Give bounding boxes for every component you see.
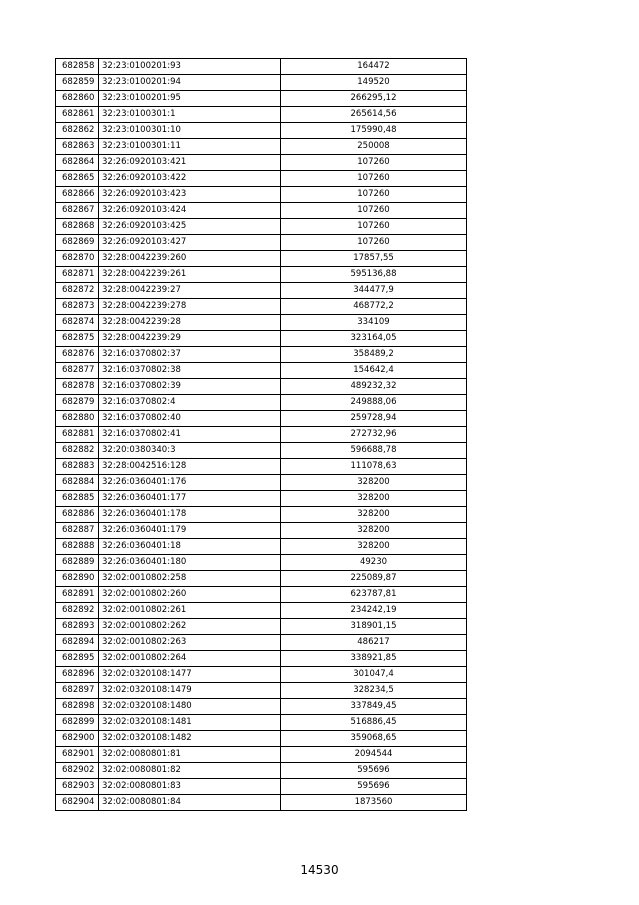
value-cell: 328200 xyxy=(281,491,467,507)
row-number-cell: 682882 xyxy=(56,443,99,459)
cadastral-number-cell: 32:02:0320108:1477 xyxy=(99,667,281,683)
table-row xyxy=(56,635,467,651)
cadastral-number-cell: 32:26:0920103:425 xyxy=(99,219,281,235)
cadastral-number-cell: 32:28:0042239:260 xyxy=(99,251,281,267)
value-cell: 1873560 xyxy=(281,795,467,811)
value-cell: 259728,94 xyxy=(281,411,467,427)
table-row xyxy=(56,555,467,571)
value-cell: 107260 xyxy=(281,187,467,203)
table-row xyxy=(56,283,467,299)
row-number-cell: 682898 xyxy=(56,699,99,715)
table-row xyxy=(56,715,467,731)
value-cell: 486217 xyxy=(281,635,467,651)
cadastral-number-cell: 32:23:0100201:94 xyxy=(99,75,281,91)
table-row xyxy=(56,235,467,251)
row-number-cell: 682871 xyxy=(56,267,99,283)
cadastral-number-cell: 32:02:0320108:1480 xyxy=(99,699,281,715)
row-number-cell: 682879 xyxy=(56,395,99,411)
table-row xyxy=(56,187,467,203)
cadastral-number-cell: 32:16:0370802:4 xyxy=(99,395,281,411)
cadastral-number-cell: 32:02:0010802:262 xyxy=(99,619,281,635)
value-cell: 358489,2 xyxy=(281,347,467,363)
value-cell: 468772,2 xyxy=(281,299,467,315)
row-number-cell: 682892 xyxy=(56,603,99,619)
value-cell: 49230 xyxy=(281,555,467,571)
cadastral-number-cell: 32:02:0010802:258 xyxy=(99,571,281,587)
row-number-cell: 682903 xyxy=(56,779,99,795)
cadastral-number-cell: 32:23:0100301:1 xyxy=(99,107,281,123)
row-number-cell: 682889 xyxy=(56,555,99,571)
cadastral-number-cell: 32:02:0010802:263 xyxy=(99,635,281,651)
value-cell: 164472 xyxy=(281,59,467,75)
cadastral-number-cell: 32:23:0100201:93 xyxy=(99,59,281,75)
table-row xyxy=(56,75,467,91)
table-row xyxy=(56,459,467,475)
row-number-cell: 682859 xyxy=(56,75,99,91)
value-cell: 595136,88 xyxy=(281,267,467,283)
row-number-cell: 682881 xyxy=(56,427,99,443)
table-row xyxy=(56,603,467,619)
table-row xyxy=(56,411,467,427)
table-row xyxy=(56,299,467,315)
table-body xyxy=(56,59,467,811)
table-row xyxy=(56,347,467,363)
value-cell: 328200 xyxy=(281,539,467,555)
table-row xyxy=(56,731,467,747)
cadastral-number-cell: 32:26:0360401:179 xyxy=(99,523,281,539)
row-number-cell: 682890 xyxy=(56,571,99,587)
cadastral-number-cell: 32:02:0080801:82 xyxy=(99,763,281,779)
cadastral-number-cell: 32:28:0042239:27 xyxy=(99,283,281,299)
value-cell: 318901,15 xyxy=(281,619,467,635)
table-row xyxy=(56,331,467,347)
cadastral-number-cell: 32:16:0370802:38 xyxy=(99,363,281,379)
cadastral-number-cell: 32:02:0080801:84 xyxy=(99,795,281,811)
row-number-cell: 682865 xyxy=(56,171,99,187)
cadastral-number-cell: 32:02:0080801:81 xyxy=(99,747,281,763)
value-cell: 272732,96 xyxy=(281,427,467,443)
cadastral-number-cell: 32:26:0360401:177 xyxy=(99,491,281,507)
cadastral-number-cell: 32:23:0100201:95 xyxy=(99,91,281,107)
row-number-cell: 682895 xyxy=(56,651,99,667)
row-number-cell: 682904 xyxy=(56,795,99,811)
value-cell: 250008 xyxy=(281,139,467,155)
value-cell: 344477,9 xyxy=(281,283,467,299)
table-row xyxy=(56,267,467,283)
value-cell: 489232,32 xyxy=(281,379,467,395)
table-row xyxy=(56,363,467,379)
table-row xyxy=(56,491,467,507)
value-cell: 107260 xyxy=(281,219,467,235)
row-number-cell: 682863 xyxy=(56,139,99,155)
value-cell: 359068,65 xyxy=(281,731,467,747)
table-row xyxy=(56,523,467,539)
cadastral-number-cell: 32:26:0920103:423 xyxy=(99,187,281,203)
table-row xyxy=(56,315,467,331)
table-row xyxy=(56,539,467,555)
cadastral-number-cell: 32:02:0010802:264 xyxy=(99,651,281,667)
row-number-cell: 682893 xyxy=(56,619,99,635)
row-number-cell: 682864 xyxy=(56,155,99,171)
value-cell: 265614,56 xyxy=(281,107,467,123)
value-cell: 328234,5 xyxy=(281,683,467,699)
row-number-cell: 682866 xyxy=(56,187,99,203)
row-number-cell: 682867 xyxy=(56,203,99,219)
table-row xyxy=(56,139,467,155)
table-row xyxy=(56,171,467,187)
value-cell: 516886,45 xyxy=(281,715,467,731)
row-number-cell: 682888 xyxy=(56,539,99,555)
row-number-cell: 682896 xyxy=(56,667,99,683)
cadastral-number-cell: 32:02:0320108:1481 xyxy=(99,715,281,731)
value-cell: 595696 xyxy=(281,779,467,795)
table-row xyxy=(56,779,467,795)
row-number-cell: 682902 xyxy=(56,763,99,779)
cadastral-number-cell: 32:16:0370802:40 xyxy=(99,411,281,427)
value-cell: 266295,12 xyxy=(281,91,467,107)
value-cell: 175990,48 xyxy=(281,123,467,139)
row-number-cell: 682884 xyxy=(56,475,99,491)
cadastral-number-cell: 32:16:0370802:41 xyxy=(99,427,281,443)
cadastral-number-cell: 32:26:0920103:421 xyxy=(99,155,281,171)
row-number-cell: 682883 xyxy=(56,459,99,475)
cadastral-number-cell: 32:02:0320108:1482 xyxy=(99,731,281,747)
table-row xyxy=(56,667,467,683)
cadastral-number-cell: 32:26:0360401:178 xyxy=(99,507,281,523)
cadastral-number-cell: 32:02:0010802:261 xyxy=(99,603,281,619)
table-row xyxy=(56,203,467,219)
table-row xyxy=(56,507,467,523)
value-cell: 301047,4 xyxy=(281,667,467,683)
value-cell: 107260 xyxy=(281,203,467,219)
row-number-cell: 682885 xyxy=(56,491,99,507)
row-number-cell: 682868 xyxy=(56,219,99,235)
row-number-cell: 682891 xyxy=(56,587,99,603)
cadastral-number-cell: 32:26:0920103:427 xyxy=(99,235,281,251)
cadastral-value-table xyxy=(55,58,467,811)
table-row xyxy=(56,427,467,443)
row-number-cell: 682860 xyxy=(56,91,99,107)
value-cell: 17857,55 xyxy=(281,251,467,267)
cadastral-number-cell: 32:02:0010802:260 xyxy=(99,587,281,603)
row-number-cell: 682875 xyxy=(56,331,99,347)
row-number-cell: 682876 xyxy=(56,347,99,363)
table-row xyxy=(56,747,467,763)
row-number-cell: 682900 xyxy=(56,731,99,747)
value-cell: 154642,4 xyxy=(281,363,467,379)
table-row xyxy=(56,219,467,235)
value-cell: 328200 xyxy=(281,523,467,539)
table-row xyxy=(56,763,467,779)
table-row xyxy=(56,795,467,811)
cadastral-number-cell: 32:28:0042239:261 xyxy=(99,267,281,283)
table-row xyxy=(56,379,467,395)
row-number-cell: 682873 xyxy=(56,299,99,315)
row-number-cell: 682869 xyxy=(56,235,99,251)
value-cell: 328200 xyxy=(281,507,467,523)
value-cell: 337849,45 xyxy=(281,699,467,715)
table-row xyxy=(56,699,467,715)
row-number-cell: 682899 xyxy=(56,715,99,731)
row-number-cell: 682880 xyxy=(56,411,99,427)
page-number: 14530 xyxy=(300,863,339,877)
value-cell: 107260 xyxy=(281,171,467,187)
cadastral-number-cell: 32:20:0380340:3 xyxy=(99,443,281,459)
value-cell: 623787,81 xyxy=(281,587,467,603)
table-row xyxy=(56,619,467,635)
value-cell: 149520 xyxy=(281,75,467,91)
value-cell: 338921,85 xyxy=(281,651,467,667)
table-row xyxy=(56,59,467,75)
cadastral-number-cell: 32:28:0042239:29 xyxy=(99,331,281,347)
table-row xyxy=(56,475,467,491)
row-number-cell: 682874 xyxy=(56,315,99,331)
value-cell: 107260 xyxy=(281,235,467,251)
cadastral-number-cell: 32:16:0370802:37 xyxy=(99,347,281,363)
table-row xyxy=(56,155,467,171)
table-row xyxy=(56,395,467,411)
cadastral-number-cell: 32:26:0360401:180 xyxy=(99,555,281,571)
value-cell: 249888,06 xyxy=(281,395,467,411)
value-cell: 595696 xyxy=(281,763,467,779)
row-number-cell: 682872 xyxy=(56,283,99,299)
table-row xyxy=(56,571,467,587)
row-number-cell: 682870 xyxy=(56,251,99,267)
table-row xyxy=(56,651,467,667)
row-number-cell: 682862 xyxy=(56,123,99,139)
row-number-cell: 682877 xyxy=(56,363,99,379)
cadastral-number-cell: 32:23:0100301:11 xyxy=(99,139,281,155)
cadastral-number-cell: 32:26:0360401:176 xyxy=(99,475,281,491)
table-row xyxy=(56,251,467,267)
value-cell: 111078,63 xyxy=(281,459,467,475)
row-number-cell: 682886 xyxy=(56,507,99,523)
cadastral-number-cell: 32:28:0042239:278 xyxy=(99,299,281,315)
value-cell: 334109 xyxy=(281,315,467,331)
row-number-cell: 682894 xyxy=(56,635,99,651)
table-row xyxy=(56,91,467,107)
cadastral-number-cell: 32:02:0080801:83 xyxy=(99,779,281,795)
row-number-cell: 682858 xyxy=(56,59,99,75)
value-cell: 225089,87 xyxy=(281,571,467,587)
table-row xyxy=(56,123,467,139)
table-row xyxy=(56,683,467,699)
cadastral-number-cell: 32:02:0320108:1479 xyxy=(99,683,281,699)
cadastral-number-cell: 32:28:0042516:128 xyxy=(99,459,281,475)
value-cell: 2094544 xyxy=(281,747,467,763)
value-cell: 596688,78 xyxy=(281,443,467,459)
cadastral-number-cell: 32:23:0100301:10 xyxy=(99,123,281,139)
table-row xyxy=(56,107,467,123)
cadastral-number-cell: 32:26:0920103:424 xyxy=(99,203,281,219)
value-cell: 107260 xyxy=(281,155,467,171)
table-row xyxy=(56,587,467,603)
cadastral-number-cell: 32:26:0920103:422 xyxy=(99,171,281,187)
row-number-cell: 682861 xyxy=(56,107,99,123)
row-number-cell: 682901 xyxy=(56,747,99,763)
cadastral-number-cell: 32:26:0360401:18 xyxy=(99,539,281,555)
value-cell: 234242,19 xyxy=(281,603,467,619)
cadastral-number-cell: 32:16:0370802:39 xyxy=(99,379,281,395)
row-number-cell: 682897 xyxy=(56,683,99,699)
value-cell: 328200 xyxy=(281,475,467,491)
row-number-cell: 682887 xyxy=(56,523,99,539)
value-cell: 323164,05 xyxy=(281,331,467,347)
row-number-cell: 682878 xyxy=(56,379,99,395)
cadastral-number-cell: 32:28:0042239:28 xyxy=(99,315,281,331)
table-row xyxy=(56,443,467,459)
